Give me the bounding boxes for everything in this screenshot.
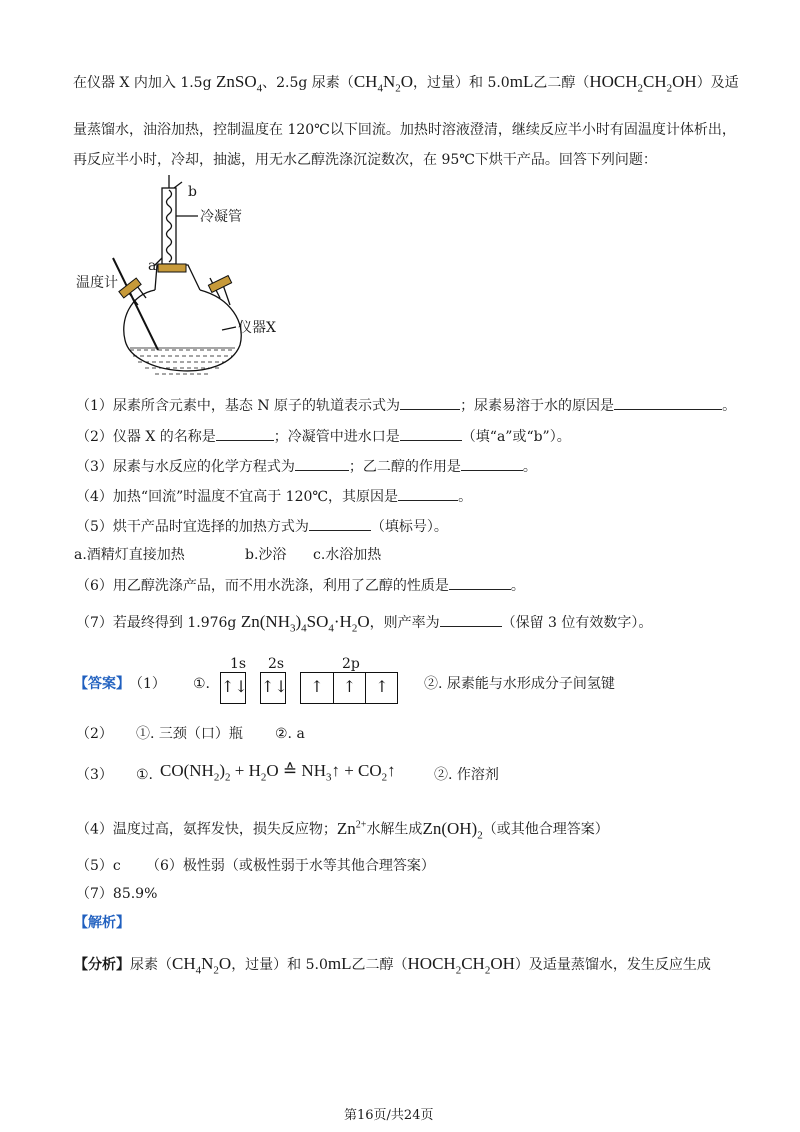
orbital-label-1s: 1s — [230, 656, 247, 672]
answer-3-part-1: ①. — [136, 767, 154, 783]
unit-ml: mL — [509, 72, 534, 91]
answer-3-num: （3） — [76, 767, 113, 783]
orbital-box-2s: ↑↓ — [260, 672, 286, 704]
formula-urea-analysis: $CH_4N_2O$ — [172, 954, 232, 977]
formula-product: $Zn(NH_3)_4SO_4\cdot H_2O$ — [240, 612, 370, 635]
intro-line-1: 在仪器 X 内加入 1.5g ZnSO$_4$、2.5g 尿素（$CH_4N_2O$，过量）和 5.0mL乙二醇$(HOCH_2CH_2OH)$及适 — [73, 72, 739, 95]
formula-eg-analysis: $HOCH_2CH_2OH$ — [407, 954, 515, 977]
blank — [400, 426, 462, 441]
blank — [440, 612, 502, 627]
formula-ethylene-glycol: $HOCH_2CH_2OH$ — [589, 72, 697, 95]
figure-label-x: 仪器X — [238, 320, 276, 336]
answer-5: （5）c — [76, 858, 121, 874]
answer-1-part-2: ②. 尿素能与水形成分子间氢键 — [424, 676, 615, 692]
blank — [400, 395, 460, 410]
blank — [309, 516, 371, 531]
blank — [398, 486, 458, 501]
analysis-line: 【分析】尿素（$CH_4N_2O$，过量）和 5.0mL乙二醇$(HOCH_2CH_2OH)$及适量蒸馏水，发生反应生成 — [74, 954, 711, 977]
option-c: c.水浴加热 — [313, 547, 382, 563]
answer-4: （4）温度过高，氨挥发快，损失反应物；$Zn^{2+}$水解生成$Zn(OH)_2$（或其他合理答案） — [76, 818, 609, 842]
answer-6: （6）极性弱（或极性弱于水等其他合理答案） — [146, 858, 435, 874]
question-6: （6）用乙醇洗涤产品，而不用水洗涤，利用了乙醇的性质是 。 — [76, 575, 525, 596]
figure-label-condenser: 冷凝管 — [200, 209, 242, 225]
orbital-label-2s: 2s — [268, 656, 285, 672]
blank — [461, 456, 523, 471]
formula-urea: $CH_4N_2O$ — [353, 72, 413, 95]
answer-2-part-2: ②. a — [275, 726, 305, 742]
question-5: （5）烘干产品时宜选择的加热方式为 （填标号）。 — [76, 516, 448, 537]
answer-tag: 【答案】 — [74, 676, 130, 692]
answer-7: （7）85.9% — [76, 886, 158, 902]
figure-label-b: b — [188, 184, 197, 200]
formula-znso4: ZnSO$_4$ — [216, 72, 263, 95]
orbital-box-1s: ↑↓ — [220, 672, 246, 704]
question-7: （7）若最终得到 1.976g $Zn(NH_3)_4SO_4\cdot H_2O$，则产率为 （保留 3 位有效数字）。 — [76, 612, 653, 635]
answer-3-part-2: ②. 作溶剂 — [434, 767, 499, 783]
question-4: （4）加热“回流”时温度不宜高于 120℃，其原因是 。 — [76, 486, 472, 507]
intro-line-2: 量蒸馏水，油浴加热，控制温度在 120℃以下回流。加热时溶液澄清，继续反应半小时有固温度计体析出， — [73, 122, 736, 138]
option-a: a.酒精灯直接加热 — [74, 547, 185, 563]
intro-line-3: 再反应半小时，冷却，抽滤，用无水乙醇洗涤沉淀数次，在 95℃下烘干产品。回答下列问题： — [73, 152, 657, 168]
blank — [614, 395, 722, 410]
page-number: 第16页/共24页 — [344, 1108, 434, 1123]
blank — [449, 575, 511, 590]
blank — [295, 456, 349, 471]
answer-line-1: 【答案】 （1） — [74, 676, 166, 692]
question-2: （2）仪器 X 的名称是 ；冷凝管中进水口是 （填“a”或“b”）。 — [76, 426, 571, 447]
figure-label-thermometer: 温度计 — [76, 275, 118, 291]
formula-zn-ion: $Zn^{2+}$ — [336, 818, 367, 838]
answer-2-part-1: ①. 三颈（口）瓶 — [136, 726, 243, 742]
orbital-label-2p: 2p — [342, 656, 360, 672]
answer-2-num: （2） — [76, 726, 113, 742]
option-b: b.沙浴 — [245, 547, 287, 563]
figure-label-a: a — [148, 258, 157, 274]
formula-zn-hydroxide: $Zn(OH)_2$ — [422, 818, 483, 842]
analysis-tag: 【解析】 — [74, 915, 130, 931]
answer-1-part-1: ①. — [193, 676, 211, 692]
answer-3-equation: $CO(NH_2)_2 + H_2O$ ≙ $NH_3↑$ + $CO_2↑$ — [160, 761, 396, 784]
blank — [216, 426, 274, 441]
question-1: （1）尿素所含元素中，基态 N 原子的轨道表示式为 ；尿素易溶于水的原因是 。 — [76, 395, 736, 416]
orbital-box-2p: ↑ ↑ ↑ — [300, 672, 398, 704]
question-3: （3）尿素与水反应的化学方程式为 ；乙二醇的作用是 。 — [76, 456, 537, 477]
